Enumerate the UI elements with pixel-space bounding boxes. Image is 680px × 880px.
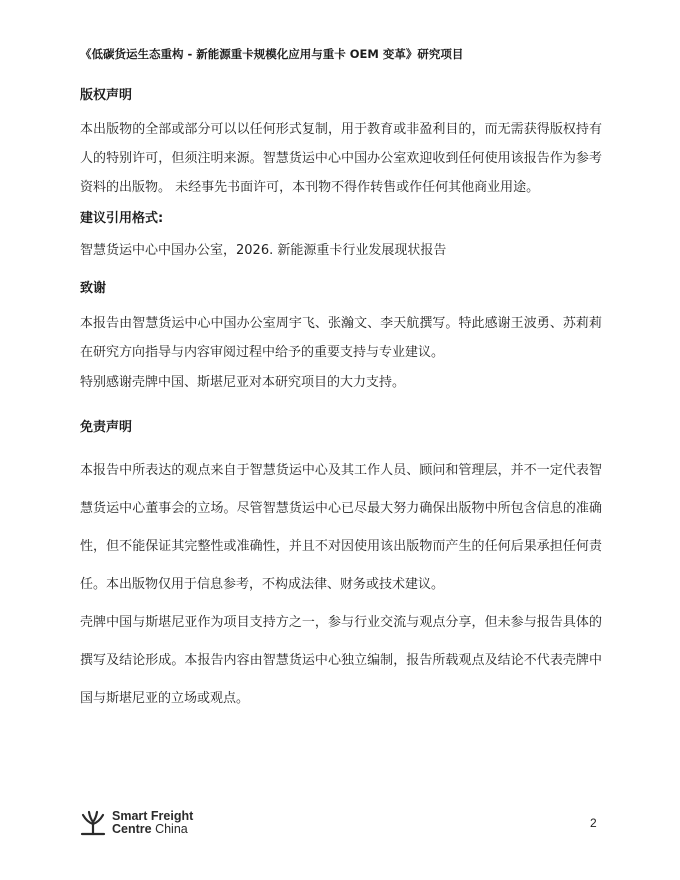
acknowledgements-title: 致谢 <box>80 281 107 296</box>
smart-freight-tree-icon <box>80 810 106 836</box>
logo-line-2 <box>112 823 193 836</box>
disclaimer-paragraph-1: 本报告中所表达的观点来自于智慧货运中心及其工作人员、顾问和管理层，并不一定代表智慧货运中心董事会的立场。尽管智慧货运中心已尽最大努力确保出版物中所包含信息的准确性，但不能保证其完整性或准确性，并且不对因使用该出版物而产生的任何后果承担任何责任。本出版物仅用于信息参考，不构成法律、财务或技术建议。 <box>80 463 602 592</box>
logo-line-1: Smart Freight <box>112 809 194 823</box>
copyright-text: 本出版物的全部或部分可以以任何形式复制，用于教育或非盈利目的，而无需获得版权持有人的特别许可，但须注明来源。智慧货运中心中国办公室欢迎收到任何使用该报告作为参考资料的出版物。 未经事先书面许可，本刊物不得作转售或作任何其他商业用途。 <box>80 122 602 195</box>
logo-line-2-regular: China <box>155 822 188 836</box>
copyright-title: 版权声明 <box>80 88 133 103</box>
page-number: 2 <box>590 816 597 830</box>
logo-text <box>112 810 193 836</box>
smart-freight-centre-logo <box>80 810 193 836</box>
citation-text: 智慧货运中心中国办公室，2026. 新能源重卡行业发展现状报告 <box>80 243 447 258</box>
acknowledgements-paragraph-2: 特别感谢壳牌中国、斯堪尼亚对本研究项目的大力支持。 <box>80 375 406 390</box>
disclaimer-title: 免责声明 <box>80 420 133 435</box>
disclaimer-paragraph-2: 壳牌中国与斯堪尼亚作为项目支持方之一，参与行业交流与观点分享，但未参与报告具体的撰写及结论形成。本报告内容由智慧货运中心独立编制，报告所载观点及结论不代表壳牌中国与斯堪尼亚的立场或观点。 <box>80 615 602 706</box>
logo-line-2-bold: Centre <box>112 822 152 836</box>
citation-title: 建议引用格式: <box>80 211 164 226</box>
acknowledgements-paragraph-1: 本报告由智慧货运中心中国办公室周宇飞、张瀚文、李天航撰写。特此感谢王波勇、苏莉莉在研究方向指导与内容审阅过程中给予的重要支持与专业建议。 <box>80 316 602 360</box>
running-header: 《低碳货运生态重构 - 新能源重卡规模化应用与重卡 OEM 变革》研究项目 <box>80 47 464 61</box>
